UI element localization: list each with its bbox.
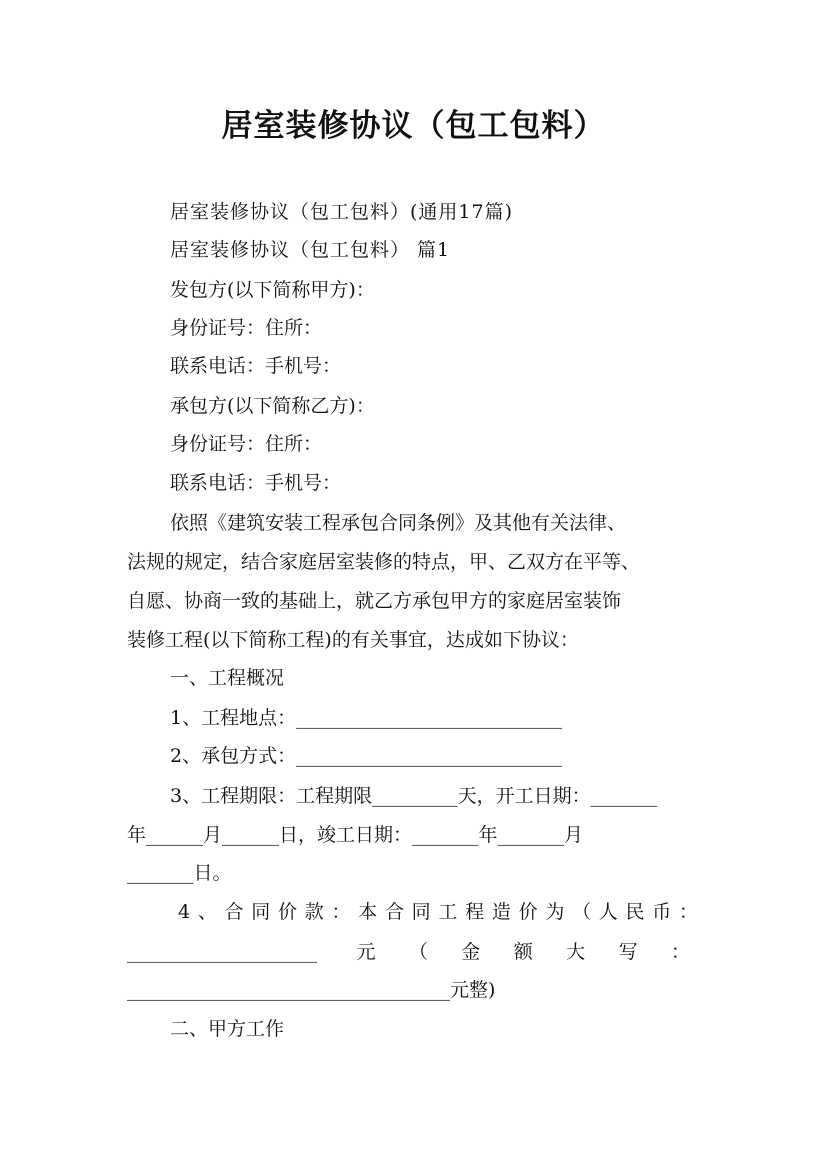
party-b-phone-line: 联系电话：手机号： — [170, 472, 342, 494]
section-heading: 居室装修协议（包工包料） 篇1 — [170, 239, 451, 261]
party-a-phone-line: 联系电话：手机号： — [170, 355, 342, 377]
contract-price-line: __________________________________元整) — [127, 979, 496, 1001]
project-period-line: 3、工程期限：工程期限_________天，开工日期：_______ — [170, 785, 658, 807]
intro-paragraph-line: 依照《建筑安装工程承包合同条例》及其他有关法律、 — [170, 512, 627, 534]
document-title: 居室装修协议（包工包料） — [221, 108, 606, 144]
intro-paragraph-line: 装修工程(以下简称工程)的有关事宜，达成如下协议： — [127, 629, 579, 651]
subtitle-line: 居室装修协议（包工包料）(通用17篇) — [170, 201, 514, 223]
project-period-line: _______日。 — [127, 862, 232, 884]
project-period-line: 年______月______日，竣工日期：_______年_______月 — [127, 824, 584, 846]
section-two-heading: 二、甲方工作 — [170, 1018, 285, 1040]
party-a-id-line: 身份证号：住所： — [170, 317, 323, 339]
section-one-heading: 一、工程概况 — [170, 667, 285, 689]
party-a-label: 发包方(以下简称甲方)： — [170, 279, 375, 301]
intro-paragraph-line: 自愿、协商一致的基础上，就乙方承包甲方的家庭居室装饰 — [127, 590, 622, 612]
contract-price-line: 4、合同价款：本合同工程造价为（人民币： — [178, 901, 698, 923]
party-b-id-line: 身份证号：住所： — [170, 433, 323, 455]
project-location-line: 1、工程地点：____________________________ — [170, 707, 563, 729]
party-b-label: 承包方(以下简称乙方)： — [170, 395, 375, 417]
contract-method-line: 2、承包方式：____________________________ — [170, 745, 563, 767]
intro-paragraph-line: 法规的规定，结合家庭居室装修的特点，甲、乙双方在平等、 — [127, 551, 641, 573]
contract-price-line: ____________________ 元（金额大写： — [127, 941, 690, 963]
